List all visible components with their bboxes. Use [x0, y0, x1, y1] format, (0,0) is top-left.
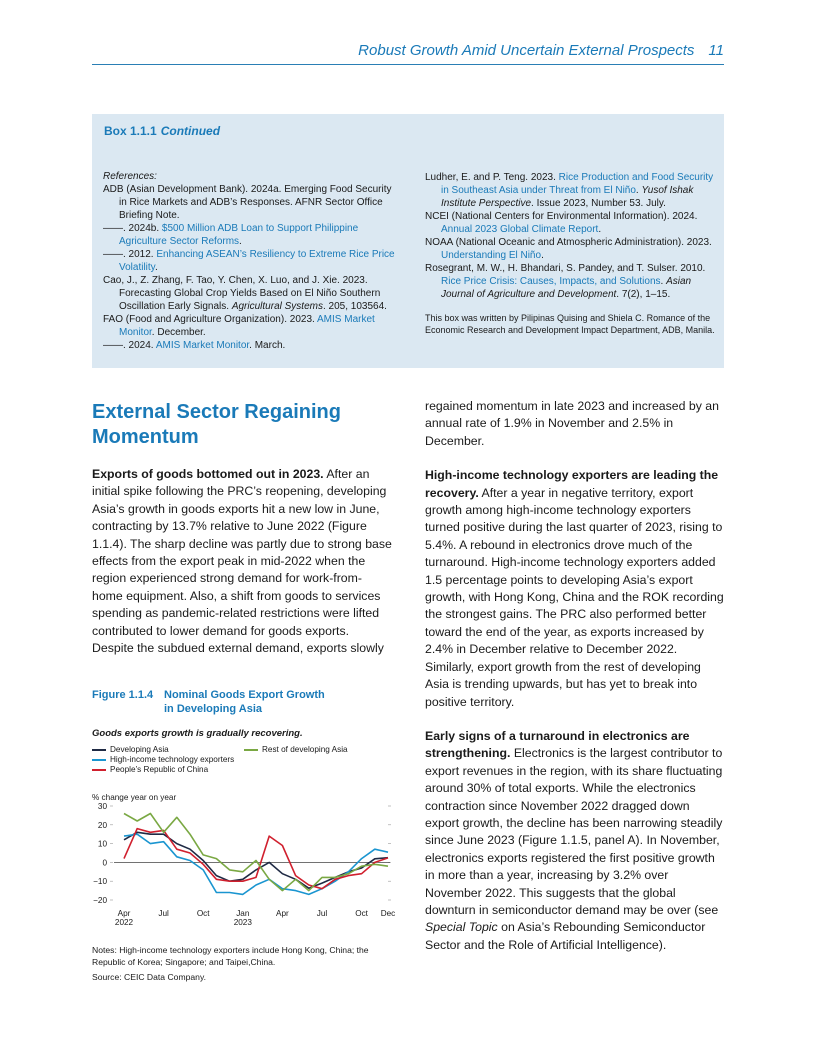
reference-link[interactable]: Annual 2023 Global Climate Report	[441, 224, 599, 235]
y-tick-label: 30	[97, 802, 107, 811]
legend-swatch	[244, 749, 258, 751]
x-tick-label: Apr	[117, 909, 131, 918]
reference-item	[425, 210, 715, 236]
reference-item	[425, 262, 715, 301]
figure-source: Source: CEIC Data Company.	[92, 972, 206, 982]
legend-label: People’s Republic of China	[110, 765, 209, 774]
ref-text: .	[541, 250, 544, 261]
lead-sentence: High-income technology exporters are leading the recovery.	[425, 468, 719, 500]
ref-text: .	[660, 276, 667, 287]
ref-text: .	[154, 262, 158, 273]
ref-text: Ludher, E. and P. Teng. 2023.	[425, 172, 559, 183]
ref-text: . 205, 103564.	[322, 301, 387, 312]
box-title	[104, 124, 220, 138]
y-axis-unit: % change year on year	[92, 793, 177, 802]
reference-link[interactable]: Enhancing ASEAN’s Resiliency to Extreme Rice Price Volatility	[119, 249, 395, 273]
series-line-3	[124, 814, 388, 891]
paragraph-continued: regained momentum in late 2023 and increased by an annual rate of 1.9% in November and 2.5% in December.	[425, 399, 719, 448]
paragraph-text: Electronics is the largest contributor to export revenues in the region, with its share fluctuating around 30% of total exports. While the electronics contraction since November 2022 dragged down export growth, the decline has been narrowing steadily since June 2023 (Figure 1.1.5, panel A). In November, electronics exports registered the first positive growth in more than a year, increasing by 3.2% over November 2022. This suggests that the global downturn in semiconductor demand may be over (see	[425, 746, 723, 917]
ref-text: .	[635, 185, 642, 196]
section-title: External Sector Regaining Momentum	[92, 401, 341, 448]
ref-text: ——. 2024.	[103, 340, 156, 351]
box-label: Box 1.1.1	[104, 124, 157, 138]
x-tick-label: Oct	[196, 909, 210, 918]
references-label: References:	[103, 171, 157, 182]
figure-note: Notes: High-income technology exporters include Hong Kong, China; the Republic of Korea; Singapore; and Taipei,China.	[92, 945, 369, 967]
legend-swatch	[92, 749, 106, 751]
references-left	[103, 170, 395, 352]
reference-link[interactable]: Rice Production and Food Security in Southeast Asia under Threat from El Niño	[441, 172, 714, 196]
lead-sentence: Early signs of a turnaround in electronics are strengthening.	[425, 728, 690, 761]
reference-item	[103, 313, 395, 339]
ref-text: .	[239, 236, 242, 247]
reference-item	[103, 183, 395, 222]
x-tick-label: Oct	[355, 909, 368, 918]
reference-link[interactable]: $500 Million ADB Loan to Support Philippine Agriculture Sector Reforms	[119, 223, 359, 247]
reference-item	[425, 171, 715, 210]
reference-item	[103, 274, 395, 313]
ref-text: ADB (Asian Development Bank). 2024a. Emerging Food Security in Rice Markets and ADB’s Responses. AFNR Sector Office Briefing Note.	[103, 184, 392, 221]
ref-text: NCEI (National Centers for Environmental Information). 2024.	[425, 211, 698, 222]
figure-notes	[92, 944, 392, 983]
legend-item-rest	[244, 745, 348, 754]
x-tick-label: 2023	[233, 918, 252, 927]
reference-link[interactable]: AMIS Market Monitor	[119, 314, 375, 338]
legend-item-high-income	[92, 755, 234, 764]
figure-title-line1: Nominal Goods Export Growth	[164, 689, 325, 701]
legend-item-prc	[92, 765, 208, 774]
journal-name: Yusof Ishak Institute Perspective	[441, 185, 694, 209]
paragraph-electronics	[425, 728, 725, 954]
line-chart	[92, 802, 396, 942]
ref-text: .	[598, 224, 602, 235]
paragraph-high-income	[425, 467, 725, 711]
y-tick-label: −20	[93, 896, 107, 905]
legend-label: Rest of developing Asia	[262, 745, 348, 754]
box-continued: Continued	[160, 124, 221, 138]
ref-text: . 7(2), 1–15.	[616, 289, 671, 300]
box-1-1-1	[92, 114, 724, 368]
journal-name: Asian Journal of Agriculture and Development	[441, 276, 692, 300]
reference-item	[103, 248, 395, 274]
reference-link[interactable]: Understanding El Niño	[441, 250, 542, 261]
ref-text: ——. 2024b.	[103, 223, 162, 234]
series-line-1	[124, 834, 388, 894]
ref-text: Cao, J., Z. Zhang, F. Tao, Y. Chen, X. Luo, and J. Xie. 2023. Forecasting Global Crop Yields Based on El Niño Southern Oscillation Early Signals.	[103, 275, 381, 312]
x-tick-label: Dec	[380, 909, 396, 918]
box-credit: This box was written by Pilipinas Quising and Shiela C. Romance of the Economic Research and Development Impact Department, ADB, Manila.	[425, 313, 715, 335]
x-tick-label: Jan	[236, 909, 250, 918]
figure-subtitle: Goods exports growth is gradually recovering.	[92, 728, 303, 739]
y-tick-label: 10	[97, 839, 107, 849]
x-tick-label: Apr	[276, 909, 289, 918]
ref-text: FAO (Food and Agriculture Organization). 2023.	[103, 314, 318, 325]
reference-link[interactable]: Rice Price Crisis: Causes, Impacts, and Solutions	[441, 276, 661, 287]
reference-item	[103, 339, 395, 352]
references-right	[425, 171, 715, 345]
legend-swatch	[92, 769, 106, 771]
ref-text: . December.	[151, 327, 206, 338]
y-tick-label: −10	[93, 877, 107, 887]
figure-label: Figure 1.1.4	[92, 689, 154, 701]
right-column	[425, 398, 725, 954]
figure-title-line2: in Developing Asia	[164, 703, 263, 715]
left-column	[92, 466, 392, 657]
running-head-text	[358, 42, 724, 59]
legend-label: High-income technology exporters	[110, 755, 235, 764]
ref-text: NOAA (National Oceanic and Atmospheric Administration). 2023.	[425, 237, 712, 248]
x-tick-label: Jul	[158, 909, 169, 918]
figure-title	[92, 688, 392, 716]
figure-1-1-4	[92, 688, 396, 982]
y-tick-label: 0	[102, 858, 107, 868]
ref-text: . Issue 2023, Number 53. July.	[531, 198, 666, 209]
paragraph-exports	[92, 466, 392, 657]
journal-name: Agricultural Systems	[231, 301, 323, 312]
x-tick-label: Jul	[316, 909, 328, 918]
page-number: 11	[708, 42, 724, 59]
running-head	[92, 40, 724, 65]
legend-label: Developing Asia	[110, 745, 169, 754]
running-head-title: Robust Growth Amid Uncertain External Prospects	[358, 42, 695, 59]
legend-item-developing-asia	[92, 745, 169, 754]
ref-text: . March.	[249, 340, 286, 351]
reference-item	[425, 236, 715, 262]
x-tick-label: 2022	[114, 918, 134, 927]
reference-link[interactable]: AMIS Market Monitor	[155, 340, 250, 351]
series-line-2	[124, 829, 388, 889]
paragraph-text: After an initial spike following the PRC’s reopening, developing Asia’s growth in goods exports hit a new low in June, contracting by 13.7% relative to June 2022 (Figure 1.1.4). The sharp decline was partly due to strong base effects from the export peak in mid-2022 when the region experienced strong demand for work-from-home equipment. Also, a shift from goods to services spending as pandemic-related restrictions were lifted contributed to lower demand for goods exports. Despite the subdued external demand, exports slowly	[92, 467, 392, 656]
reference-item	[103, 222, 395, 248]
legend-swatch	[92, 759, 106, 761]
paragraph-text: on Asia’s Rebounding Semiconductor Sector and the Role of Artificial Intelligence).	[425, 920, 706, 952]
lead-sentence: Exports of goods bottomed out in 2023.	[92, 467, 324, 481]
ref-text: ——. 2012.	[103, 249, 157, 260]
ref-text: Rosegrant, M. W., H. Bhandari, S. Pandey, and T. Sulser. 2010.	[425, 263, 706, 274]
y-tick-label: 20	[97, 820, 107, 830]
paragraph-text: After a year in negative territory, export growth among high-income technology exporters turned positive during the last quarter of 2023, rising to 5.4%. A rebound in electronics drove much of the turnaround. High-income technology exporters added 1.5 percentage points to developing Asia’s export growth, with Hong Kong, China and the ROK recording the strongest gains. The PRC also performed better toward the end of the year, as exports increased by 2.4% in December relative to December 2022. Similarly, export growth from the rest of developing Asia is trending upwards, but has yet to break into positive territory.	[425, 485, 724, 709]
special-topic-ref: Special Topic	[425, 920, 498, 935]
